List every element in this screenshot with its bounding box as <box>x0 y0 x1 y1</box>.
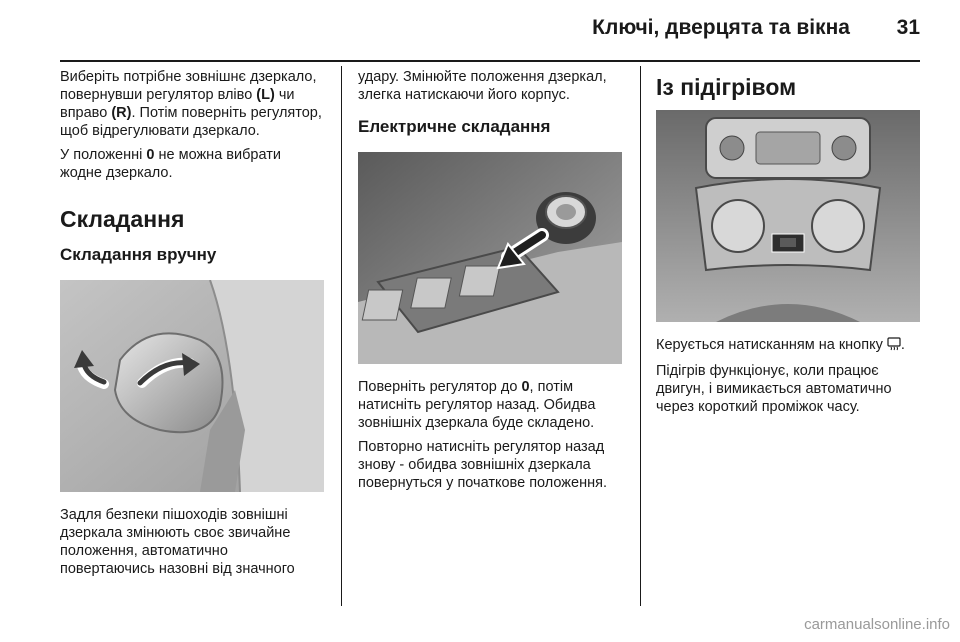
heated-mirror-icon <box>887 337 901 356</box>
page-number: 31 <box>896 16 920 39</box>
heated-mirror-button-figure <box>656 110 920 322</box>
mirror-switch-figure <box>358 152 622 364</box>
column-2 <box>358 68 622 498</box>
column-divider-2 <box>640 66 641 606</box>
heading-heated: Із підігрівом <box>656 74 797 100</box>
column-1 <box>60 68 324 584</box>
paragraph-button-press: Керується натисканням на кнопку . <box>656 336 920 356</box>
paragraph-heating-function: Підігрів функціонує, коли працює двигун, і вимикається автоматично через короткий проміжок часу. <box>656 363 892 415</box>
paragraph-turn-regulator: Поверніть регулятор до 0, потім натисніть регулятор назад. Обидва зовнішніх дзеркала буде складено. <box>358 379 596 431</box>
mirror-manual-fold-figure <box>60 280 324 492</box>
watermark: carmanualsonline.info <box>804 616 950 633</box>
page-header-title: Ключі, дверцята та вікна <box>592 16 850 39</box>
heading-folding: Складання <box>60 206 185 232</box>
heading-manual-folding: Складання вручну <box>60 245 217 264</box>
paragraph-pedestrian-safety: Задля безпеки пішоходів зовнішні дзеркала змінюють своє звичайне положення, автоматично повертаючись назовні від значного <box>60 507 295 577</box>
heading-electric-folding: Електричне складання <box>358 117 551 136</box>
paragraph-select-mirror: Виберіть потрібне зовнішнє дзеркало, повернувши регулятор вліво (L) чи вправо (R). Потім поверніть регулятор, щоб відрегулювати дзеркало. <box>60 69 322 139</box>
paragraph-change-position: удару. Змінюйте положення дзеркал, злегка натискаючи його корпус. <box>358 69 607 103</box>
paragraph-press-again: Повторно натисніть регулятор назад знову - обидва зовнішніх дзеркала повернуться у початкове положення. <box>358 439 607 491</box>
column-3 <box>656 68 920 422</box>
column-divider-1 <box>341 66 342 606</box>
header-rule <box>60 60 920 62</box>
paragraph-position-zero: У положенні 0 не можна вибрати жодне дзеркало. <box>60 147 281 181</box>
